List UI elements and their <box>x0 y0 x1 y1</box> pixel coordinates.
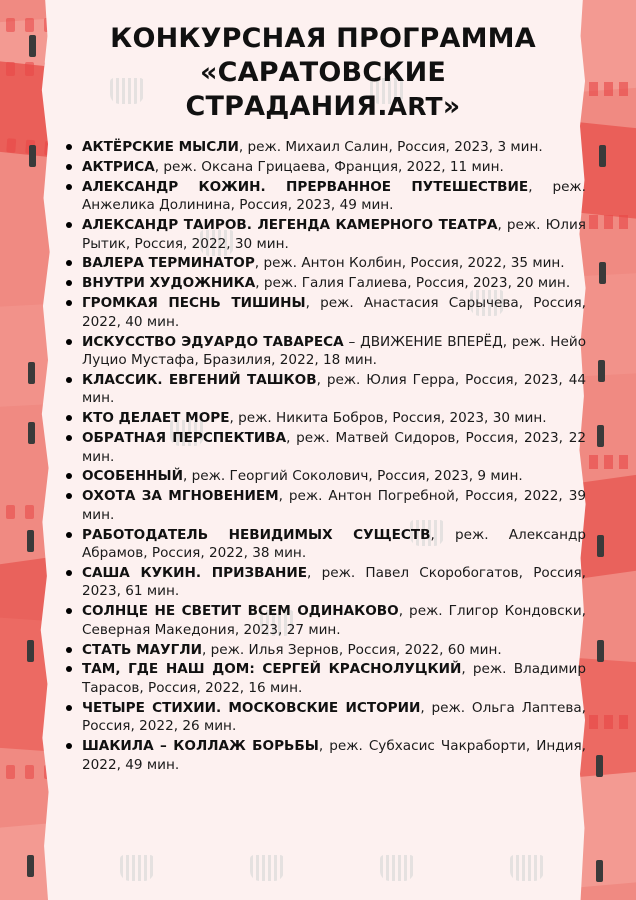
film-details: , реж. Юлия Герра, Россия, 2023, 44 мин. <box>82 371 586 407</box>
clip-icon <box>29 35 36 57</box>
program-content <box>60 22 586 775</box>
film-details: , реж. Никита Бобров, Россия, 2023, 30 мин. <box>229 410 547 427</box>
film-title: ТАМ, ГДЕ НАШ ДОМ: СЕРГЕЙ КРАСНОЛУЦКИЙ <box>82 661 462 678</box>
film-list <box>60 138 586 774</box>
film-item <box>82 526 586 563</box>
film-title: ВАЛЕРА ТЕРМИНАТОР <box>82 255 255 272</box>
clip-icon <box>27 640 34 662</box>
clip-icon <box>29 145 36 167</box>
film-title: СОЛНЦЕ НЕ СВЕТИТ ВСЕМ ОДИНАКОВО <box>82 603 399 620</box>
film-item <box>82 429 586 466</box>
clip-icon <box>596 755 603 777</box>
film-title: АЛЕКСАНДР ТАИРОВ. ЛЕГЕНДА КАМЕРНОГО ТЕАТРА <box>82 217 498 234</box>
film-item <box>82 254 586 272</box>
film-details: , реж. Владимир Тарасов, Россия, 2022, 16 мин. <box>82 661 586 696</box>
film-title: САША КУКИН. ПРИЗВАНИЕ <box>82 564 308 581</box>
film-title: РАБОТОДАТЕЛЬ НЕВИДИМЫХ СУЩЕСТВ <box>82 526 431 543</box>
film-title: ОБРАТНАЯ ПЕРСПЕКТИВА <box>82 430 287 447</box>
film-title: АКТРИСА <box>82 158 155 175</box>
film-item <box>82 216 586 253</box>
film-item <box>82 641 586 659</box>
title-line-2 <box>186 57 461 122</box>
clip-icon <box>599 262 606 284</box>
film-title: КТО ДЕЛАЕТ МОРЕ <box>82 410 230 427</box>
watermark-logo-icon <box>120 855 154 881</box>
clip-icon <box>598 360 605 382</box>
film-title: АЛЕКСАНДР КОЖИН. ПРЕРВАННОЕ ПУТЕШЕСТВИЕ <box>82 178 529 195</box>
film-item <box>82 737 586 774</box>
watermark-logo-icon <box>250 855 284 881</box>
film-item <box>82 158 586 176</box>
clip-icon <box>28 422 35 444</box>
clip-icon <box>597 535 604 557</box>
film-item <box>82 467 586 485</box>
clip-icon <box>599 145 606 167</box>
clip-icon <box>597 425 604 447</box>
film-details: , реж. Матвей Сидоров, Россия, 2023, 22 мин. <box>82 430 586 465</box>
film-details: , реж. Илья Зернов, Россия, 2022, 60 мин. <box>202 641 502 658</box>
film-details: , реж. Субхасис Чакраборти, Индия, 2022, 49 мин. <box>82 738 586 773</box>
film-item <box>82 294 586 331</box>
film-title: КЛАССИК. ЕВГЕНИЙ ТАШКОВ <box>82 371 317 388</box>
clip-icon <box>27 855 34 877</box>
film-details: – ДВИЖЕНИЕ ВПЕРЁД, реж. Нейо Луцио Мустафа, Бразилия, 2022, 18 мин. <box>82 333 587 368</box>
title-line-2-text: «САРАТОВСКИЕ СТРАДАНИЯ. <box>185 57 447 122</box>
film-item <box>82 487 586 524</box>
clip-icon <box>596 860 603 882</box>
film-details: , реж. Юлия Рытик, Россия, 2022, 30 мин. <box>82 217 586 252</box>
film-details: , реж. Галия Галиева, Россия, 2023, 20 мин. <box>255 275 571 292</box>
film-item <box>82 409 586 427</box>
film-title: ОХОТА ЗА МГНОВЕНИЕМ <box>82 488 279 505</box>
film-title: ВНУТРИ ХУДОЖНИКА <box>82 275 256 292</box>
film-title: ИСКУССТВО ЭДУАРДО ТАВАРЕСА <box>82 333 344 350</box>
film-item <box>82 371 586 408</box>
title-closing-quote: » <box>442 91 461 122</box>
film-title: ШАКИЛА – КОЛЛАЖ БОРЬБЫ <box>82 738 319 755</box>
film-item <box>82 274 586 292</box>
film-perforations <box>589 215 628 229</box>
film-title: АКТЁРСКИЕ МЫСЛИ <box>82 139 239 155</box>
film-item <box>82 333 586 370</box>
film-details: , реж. Оксана Грицаева, Франция, 2022, 11 мин. <box>154 158 504 175</box>
film-title: ГРОМКАЯ ПЕСНЬ ТИШИНЫ <box>82 295 306 312</box>
film-item <box>82 138 586 156</box>
film-item <box>82 660 586 697</box>
film-details: , реж. Анастасия Сарычева, Россия, 2022, 40 мин. <box>82 295 586 330</box>
film-title: ЧЕТЫРЕ СТИХИИ. МОСКОВСКИЕ ИСТОРИИ <box>82 699 421 716</box>
title-art-suffix: ART <box>387 92 443 121</box>
film-title: ОСОБЕННЫЙ <box>82 468 183 485</box>
film-item <box>82 564 586 601</box>
film-details: , реж. Александр Абрамов, Россия, 2022, 38 мин. <box>82 526 586 562</box>
film-item <box>82 178 586 215</box>
clip-icon <box>28 362 35 384</box>
film-details: , реж. Георгий Соколович, Россия, 2023, 9 мин. <box>182 468 523 485</box>
title-line-1: КОНКУРСНАЯ ПРОГРАММА <box>110 23 536 54</box>
watermark-logo-icon <box>380 855 414 881</box>
film-perforations <box>589 82 628 96</box>
film-details: , реж. Антон Колбин, Россия, 2022, 35 мин. <box>254 255 565 272</box>
clip-icon <box>597 640 604 662</box>
clip-icon <box>27 530 34 552</box>
film-item <box>82 602 586 639</box>
film-item <box>82 699 586 736</box>
film-details: , реж. Ольга Лаптева, Россия, 2022, 26 мин. <box>82 699 586 735</box>
film-perforations <box>589 715 628 729</box>
film-details: , реж. Михаил Салин, Россия, 2023, 3 мин. <box>238 139 543 155</box>
film-details: , реж. Анжелика Долинина, Россия, 2023, 49 мин. <box>82 178 586 214</box>
page-title <box>60 22 586 124</box>
film-details: , реж. Антон Погребной, Россия, 2022, 39 мин. <box>82 488 586 523</box>
film-details: , реж. Глигор Кондовски, Северная Македония, 2023, 27 мин. <box>82 603 586 638</box>
film-title: СТАТЬ МАУГЛИ <box>82 641 202 658</box>
film-details: , реж. Павел Скоробогатов, Россия, 2023, 61 мин. <box>82 564 586 600</box>
film-perforations <box>589 455 628 469</box>
watermark-logo-icon <box>510 855 544 881</box>
